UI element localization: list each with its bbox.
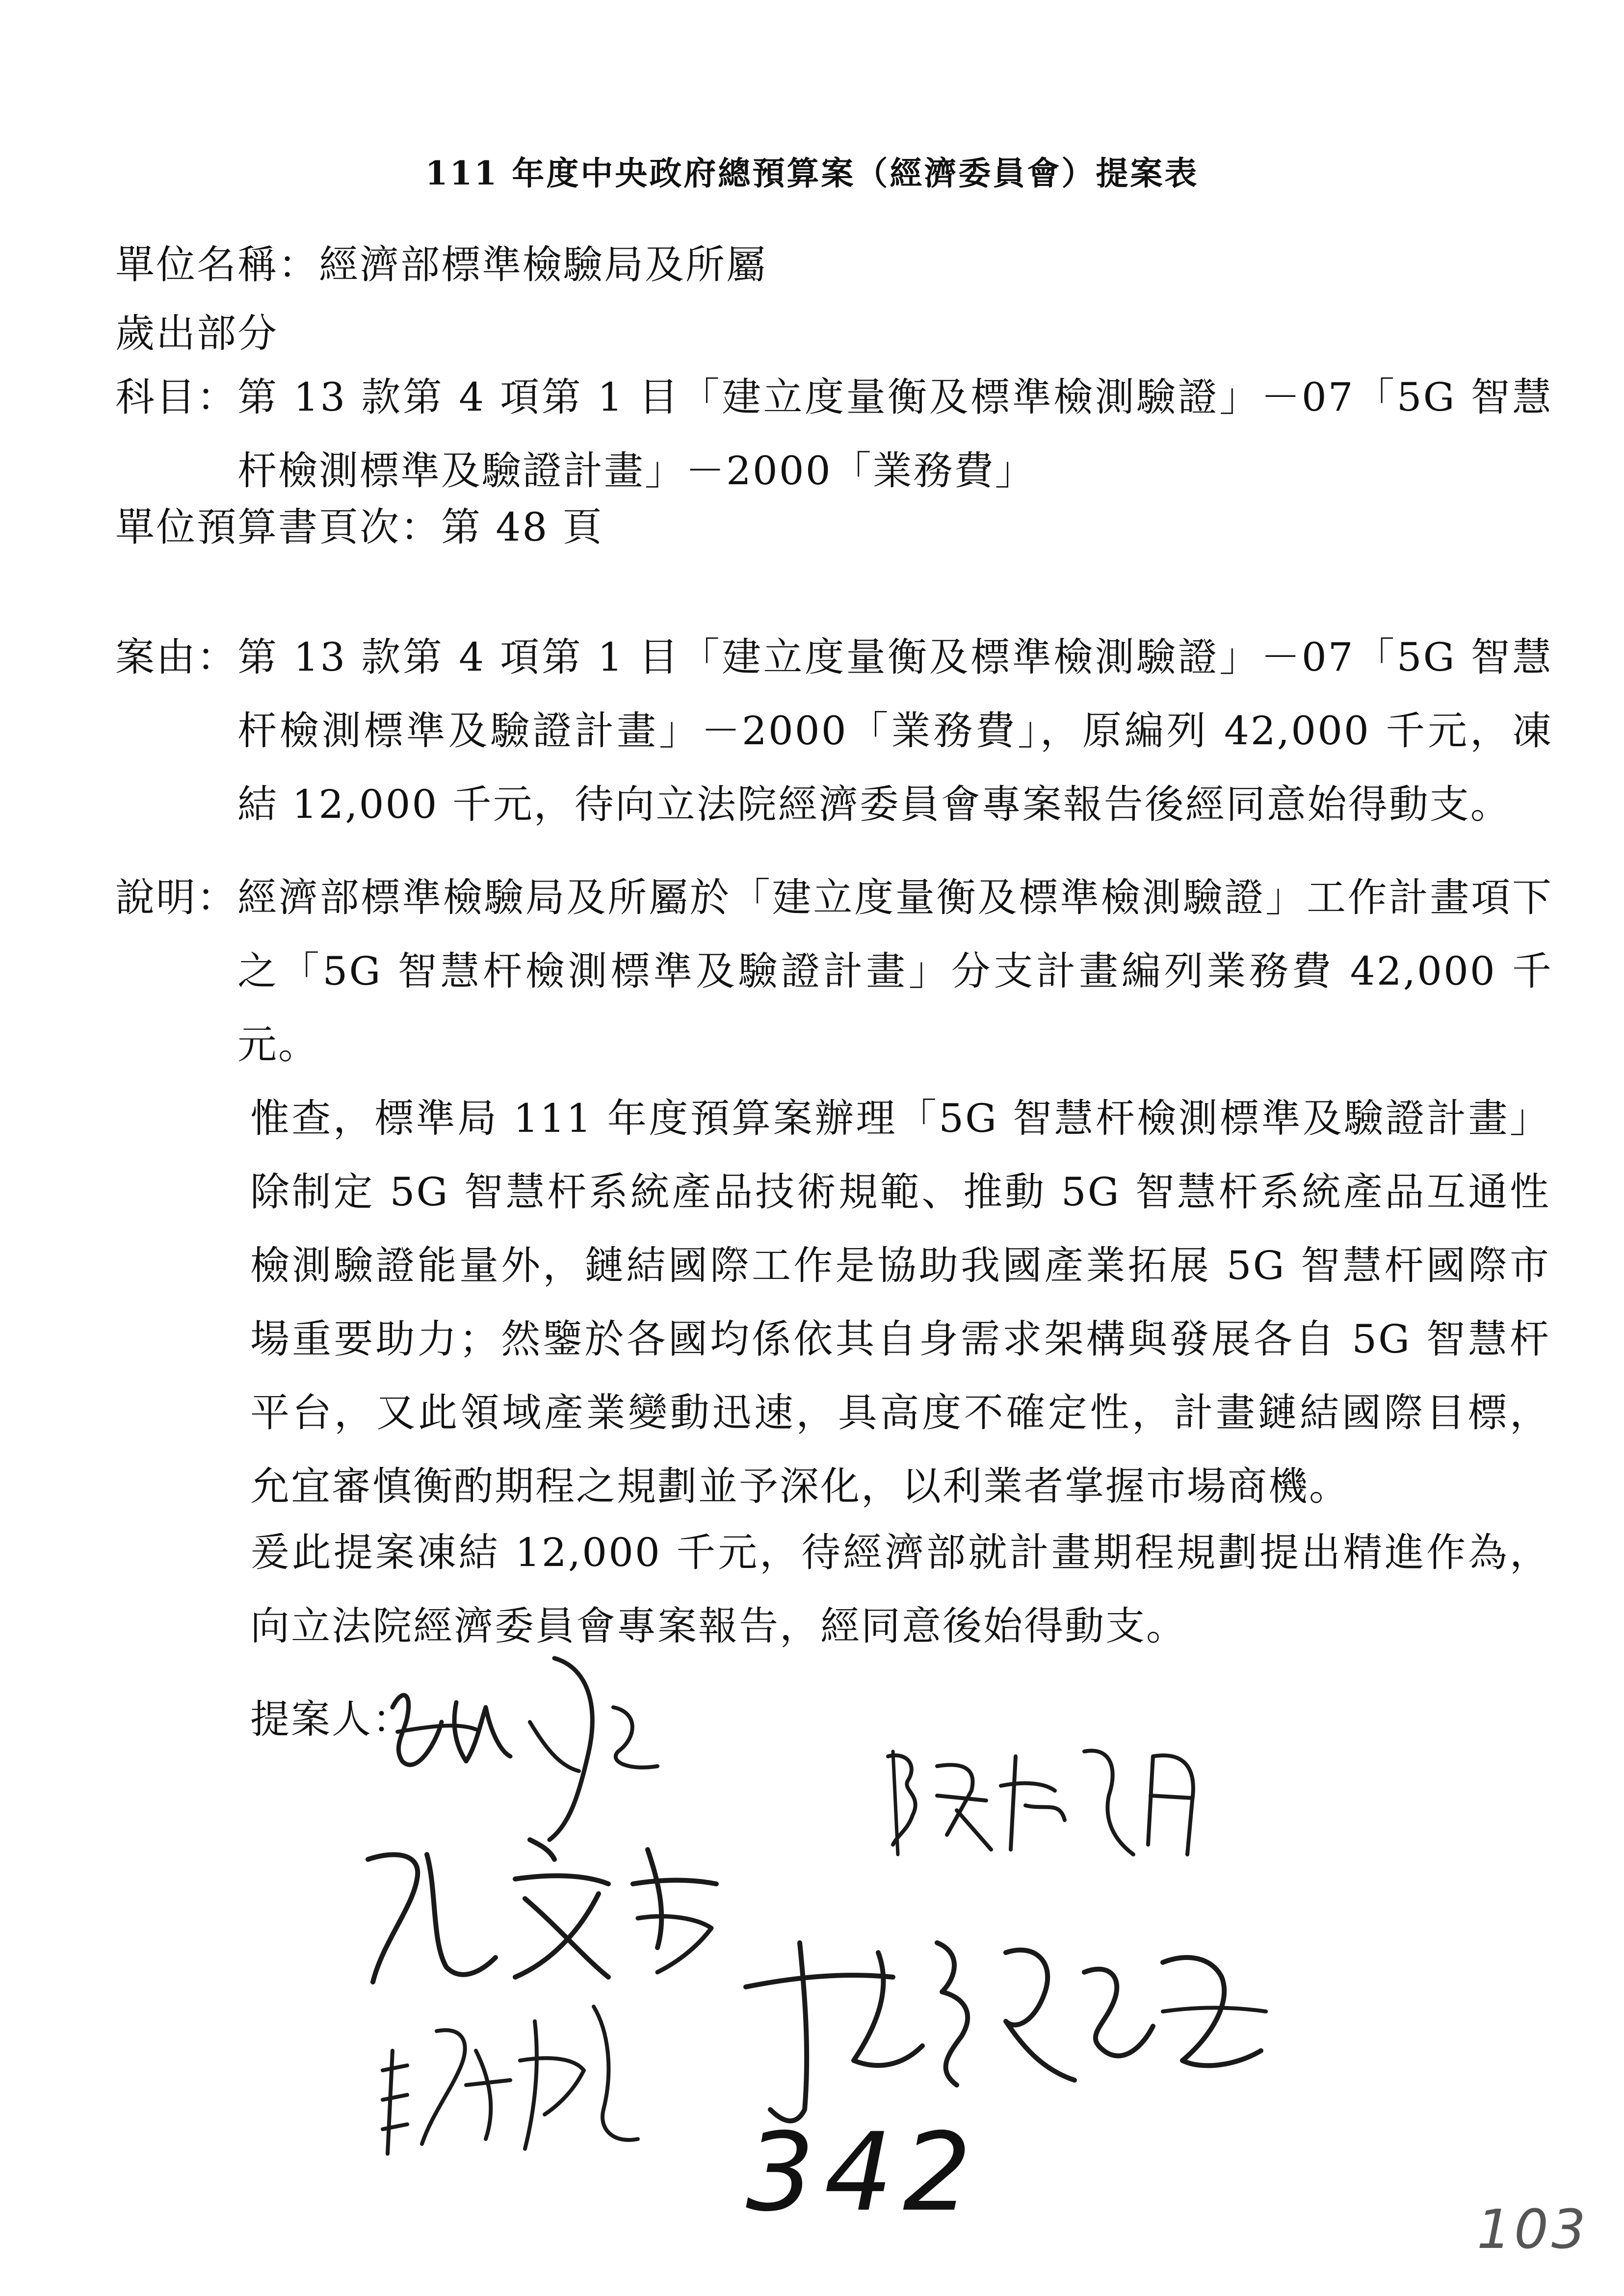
proposer-label: 提案人：: [250, 1696, 413, 1742]
explain-block: [115, 861, 1553, 1082]
subject-block: [115, 361, 1553, 508]
case-block: [115, 621, 1553, 841]
subject-label: 科目：: [115, 374, 237, 420]
document-title: 111 年度中央政府總預算案（經濟委員會）提案表: [425, 154, 1199, 192]
handwritten-signature-1: [383, 1648, 697, 1845]
unit-name: 單位名稱：經濟部標準檢驗局及所屬: [115, 242, 767, 287]
handwritten-signature-4: [731, 1923, 1281, 2139]
budget-page: 單位預算書頁次：第 48 頁: [115, 504, 603, 550]
page-number: 342: [746, 2110, 981, 2235]
section-label: 歲出部分: [115, 311, 278, 356]
explain-label: 說明：: [115, 875, 237, 920]
explain-text: 經濟部標準檢驗局及所屬於「建立度量衡及標準檢測驗證」工作計畫項下之「5G 智慧杆檢測標準及驗證計畫」分支計畫編列業務費 42,000 千元。: [237, 875, 1553, 1068]
case-text: 第 13 款第 4 項第 1 目「建立度量衡及標準檢測驗證」－07「5G 智慧杆檢測標準及驗證計畫」－2000「業務費」，原編列 42,000 千元，凍結 12,000 千元，待向立法院經濟委員會專案報告後經同意始得動支。: [237, 634, 1553, 827]
folio-number: 103: [1477, 2198, 1589, 2261]
subject-text: 第 13 款第 4 項第 1 目「建立度量衡及標準檢測驗證」－07「5G 智慧杆檢測標準及驗證計畫」－2000「業務費」: [237, 374, 1553, 494]
paragraph-analysis: 惟查，標準局 111 年度預算案辦理「5G 智慧杆檢測標準及驗證計畫」除制定 5G 智慧杆系統產品技術規範、推動 5G 智慧杆系統產品互通性檢測驗證能量外，鏈結國際工作是協助我國產業拓展 5G 智慧杆國際市場重要助力；然鑒於各國均係依其自身需求架構與發展各自 5G 智慧杆平台，又此領域產業變動迅速，具高度不確定性，計畫鏈結國際目標，允宜審慎衡酌期程之規劃並予深化，以利業者掌握市場商機。: [250, 1096, 1550, 1509]
case-label: 案由：: [115, 634, 237, 680]
handwritten-signature-2: [878, 1737, 1222, 1884]
handwritten-signature-5: [378, 1992, 653, 2168]
handwritten-signature-3: [353, 1820, 746, 2007]
paragraph-proposal: 爰此提案凍結 12,000 千元，待經濟部就計畫期程規劃提出精進作為，向立法院經濟委員會專案報告，經同意後始得動支。: [250, 1530, 1550, 1649]
